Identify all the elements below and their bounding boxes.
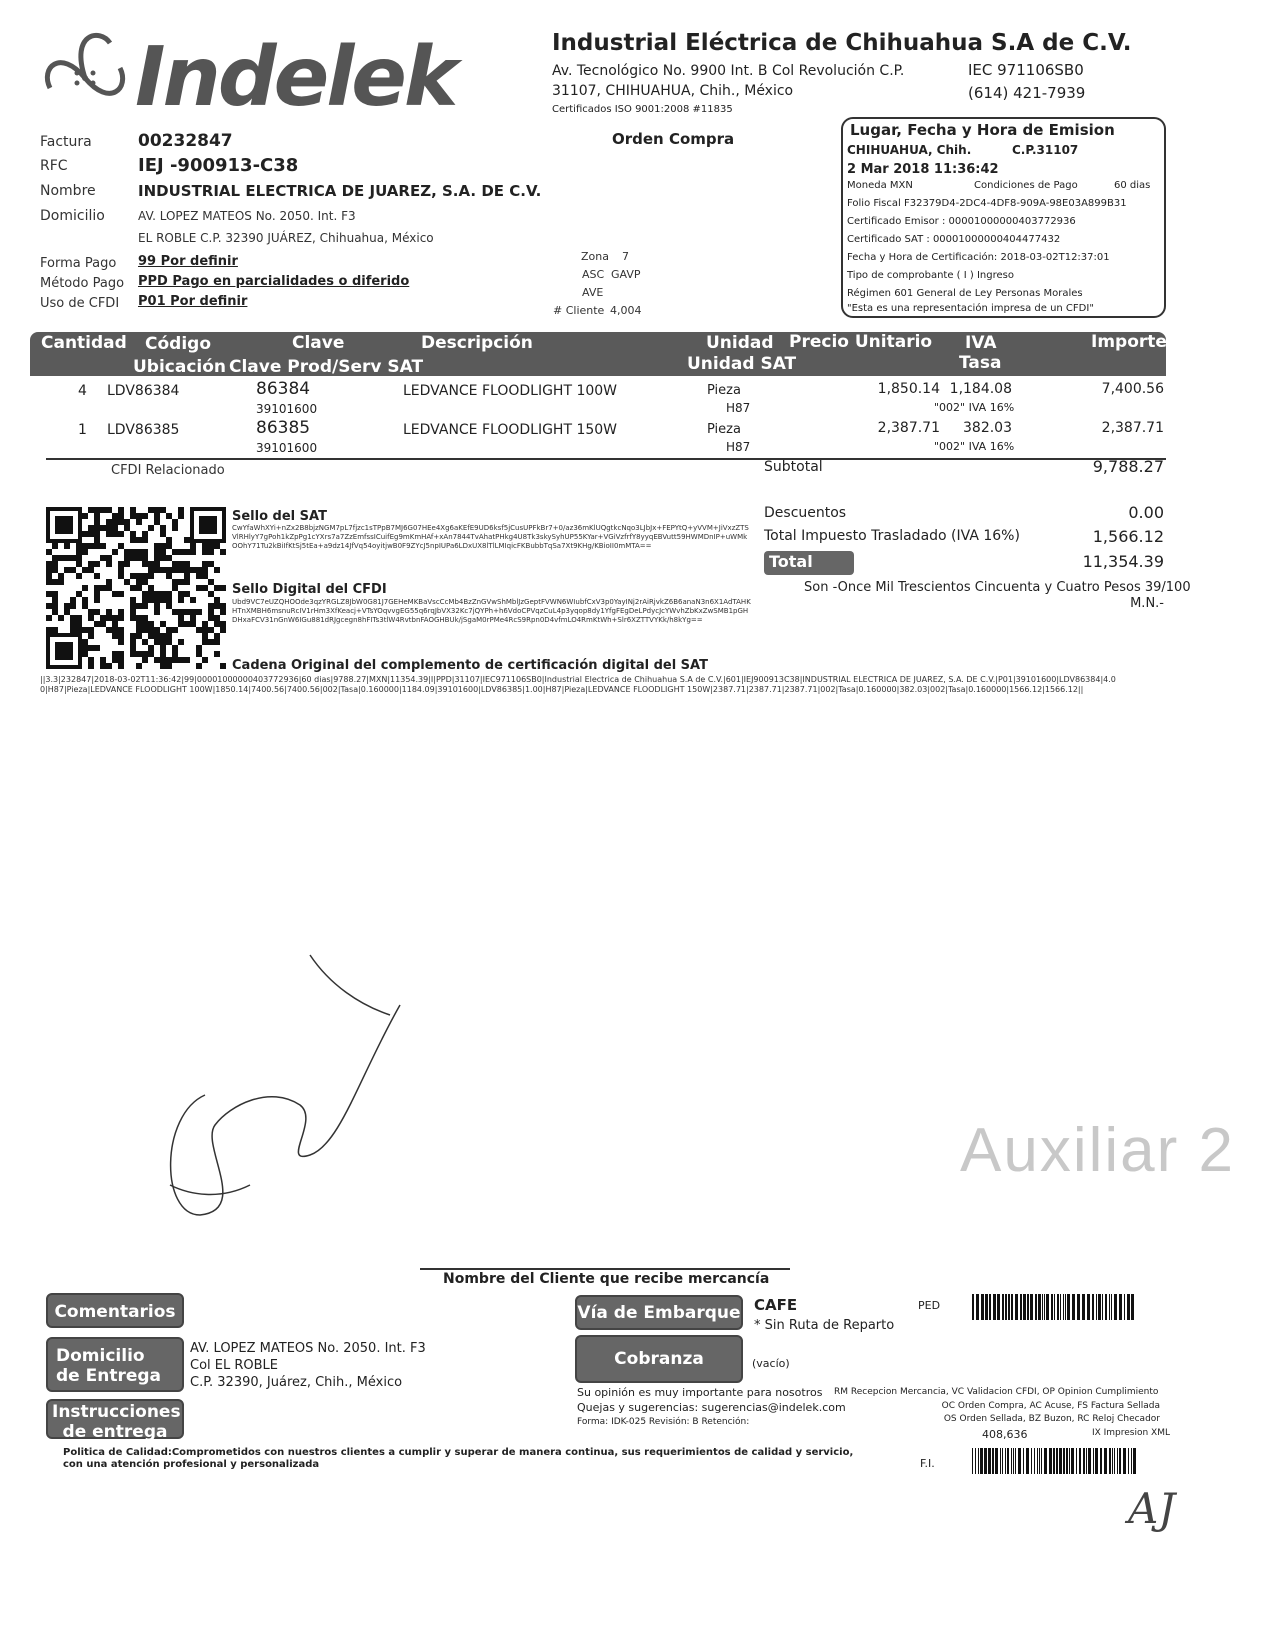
nombre-cliente-label: Nombre del Cliente que recibe mercancía [443,1271,770,1287]
forma-pago-value: 99 Por definir [138,254,238,269]
company-phone: (614) 421-7939 [968,84,1086,102]
ave-label: AVE [582,286,604,299]
cell-unidad: Pieza [707,422,741,437]
emision-dias: 60 dias [1114,180,1151,191]
cobranza-value: (vacío) [752,1357,790,1370]
domicilio-entrega-button[interactable]: Domicilio de Entrega [46,1337,184,1392]
th-unidad-sat: Unidad SAT [687,354,797,374]
th-codigo: Código [145,334,211,354]
entrega-line-2: Col EL ROBLE [190,1358,279,1373]
comentarios-button[interactable]: Comentarios [46,1293,184,1328]
emision-cert-emisor: Certificado Emisor : 00001000000403772936 [847,216,1076,227]
domicilio-line-2: EL ROBLE C.P. 32390 JUÁREZ, Chihuahua, México [138,231,434,245]
cell-descripcion: LEDVANCE FLOODLIGHT 150W [403,422,618,438]
th-descripcion: Descripción [421,333,533,353]
uso-cfdi-value: P01 Por definir [138,294,248,309]
sello-sat-text: CwYfaWhXYi+nZx2B8bjzNGM7pL7fjzc1sTPpB7MJ6G07HEe4Xg6aKEfE9UD6ksf5jCusUPFkBr7+0/az36mKlUQgtkcNqo3LJbJx+FEPYtQ+yVVM+JiVxzZTSVlRHlyY7gPoh1kZpPg1cYXrs7a7ZzEmfssICuifEg9mKmHAf+xAn7844TvAhatPHkg4U8Tk3skySyhUP55KYar+VGiVzfrfY8yyqEBVutt59HWMDnIP+uWMkOOhY71Tu2kBiIfKtSj5tEa+a9dz14JfVq54oyitjwB0F9ZYcJ5npIUPa6LDxUX8lTlLMIqicFKBubbTqSa7Xt9KHg/KBioII0mMTA== [232,524,749,550]
initials-handwritten: AJ [1128,1484,1176,1533]
subtotal-value: 9,788.27 [1092,457,1164,476]
barcode-bottom-icon [972,1448,1137,1474]
total-letra-mn: M.N.- [1130,596,1164,611]
metodo-pago-value: PPD Pago en parcialidades o diferido [138,274,410,289]
cobranza-button[interactable]: Cobranza [575,1335,743,1383]
cell-clave: 86384 [256,379,311,399]
qr-code-icon [46,507,226,669]
footer-number: 408,636 [982,1428,1028,1441]
cell-clave-sat: 39101600 [256,441,318,455]
emision-moneda: Moneda MXN [847,180,913,191]
total-value: 11,354.39 [1082,552,1164,571]
company-address-2: 31107, CHIHUAHUA, Chih., México [552,83,794,99]
cell-clave: 86385 [256,418,311,438]
codes-line-2: OC Orden Compra, AC Acuse, FS Factura Sellada [941,1401,1160,1411]
sello-cfdi-title: Sello Digital del CFDI [232,582,387,597]
cell-clave-sat: 39101600 [256,402,318,416]
th-iva: IVA [965,333,997,353]
fi-label: F.I. [920,1457,935,1470]
uso-cfdi-label: Uso de CFDI [40,296,120,311]
logo-swirl-icon [30,28,140,128]
forma-revision: Forma: IDK-025 Revisión: B Retención: [577,1417,750,1427]
table-divider [46,458,1166,460]
logo-wordmark: Indelek [135,30,456,125]
entrega-line-1: AV. LOPEZ MATEOS No. 2050. Int. F3 [190,1341,426,1356]
th-importe: Importe [1091,332,1167,352]
cell-unidad-sat: H87 [726,401,751,415]
cell-cantidad: 1 [78,422,87,438]
impuesto-value: 1,566.12 [1092,527,1164,546]
cliente-value: 4,004 [610,304,642,317]
cadena-title: Cadena Original del complemento de certificación digital del SAT [232,658,708,673]
impuesto-label: Total Impuesto Trasladado (IVA 16%) [764,528,1020,544]
emision-city: CHIHUAHUA, Chih. [847,143,972,157]
asc-label: ASC [582,268,605,281]
th-clave-prod: Clave Prod/Serv SAT [229,357,424,377]
cell-codigo: LDV86385 [107,422,180,438]
nombre-value: INDUSTRIAL ELECTRICA DE JUAREZ, S.A. DE C.V. [138,182,542,200]
cell-tasa: "002" IVA 16% [934,440,1015,453]
politica-line-1: Politica de Calidad:Comprometidos con nuestros clientes a cumplir y superar de manera continua, sus requerimientos de calidad y servicio, [63,1447,854,1458]
cell-tasa: "002" IVA 16% [934,401,1015,414]
via-embarque-value: CAFE [754,1296,798,1314]
cell-descripcion: LEDVANCE FLOODLIGHT 100W [403,383,618,399]
emision-nota: "Esta es una representación impresa de un CFDI" [847,303,1094,314]
codes-line-4: IX Impresion XML [1091,1428,1170,1438]
factura-value: 00232847 [138,131,233,151]
th-cantidad: Cantidad [41,333,127,353]
ped-label: PED [918,1299,941,1312]
company-address-1: Av. Tecnológico No. 9900 Int. B Col Revolución C.P. [552,63,905,79]
instrucciones-entrega-button[interactable]: Instrucciones de entrega [46,1399,184,1439]
cadena-text: ||3.3|232847|2018-03-02T11:36:42|99|00001000000403772936|60 dias|9788.27|MXN|11354.39|I|PPD|31107|IEC971106SB0|Industrial Electrica de Chihuahua S.A de C.V.|601|IEJ900913C38|INDUSTRIAL ELECTRICA DE JUAREZ, S.A. DE C.V.|P01|39101600|LDV86384|4.00|H87|Pieza|LEDVANCE FLOODLIGHT 100W|1850.14|7400.56|7400.56|002|Tasa|0.160000|1184.09|39101600|LDV86385|1.00|H87|Pieza|LEDVANCE FLOODLIGHT 150W|2387.71|2387.71|2387.71|002|Tasa|0.160000|382.03|002|Tasa|0.160000|1566.12|1566.12|| [40,675,1116,694]
factura-label: Factura [40,134,92,150]
cell-precio: 2,387.71 [877,420,940,436]
logo [30,28,490,128]
rfc-value: IEJ -900913-C38 [138,155,299,176]
sello-cfdi-text: Ubd9VC7eUZQHOOde3qzYRGLZ8JbW0G81J7GEHeMKBaVscCcMb4BzZnGVwShMblJzGeptFVWN6WIubfCxV3p0YayINj2rAiRjvkZ6B6anaN3n6X1AdTAHKHTnXMBH6msnuRcIV1rHm3XfKeacj+VTsYOqvvgEG55q6rqJbVX32Kc7jQYPh+h6VdoCPVqzCuL4p3yqop8dy1YfgFEgDeLPdycJcYWvhZbKxZwSMB1pGHDHxaFCV31nGnW6IGu881dRJgcegn8hFITs3tlW4RvtbnFAOGHBUk/jSgaM0rPMe4RcS9Rpn0D4vfmLO4RmKtWh+Slr6XZTTVYKk/h8kYg== [232,598,751,624]
th-ubicacion: Ubicación [133,357,227,377]
codes-line-1: RM Recepcion Mercancia, VC Validacion CFDI, OP Opinion Cumplimiento [834,1387,1159,1397]
cell-importe: 7,400.56 [1101,381,1164,397]
descuentos-label: Descuentos [764,505,847,521]
emision-cp: C.P.31107 [1012,143,1079,157]
total-letra: Son -Once Mil Trescientos Cincuenta y Cuatro Pesos 39/100 [804,580,1191,595]
table-header [30,332,1166,376]
th-clave: Clave [292,333,345,353]
total-label: Total [769,552,813,571]
cell-unidad-sat: H87 [726,440,751,454]
ruta-reparto: * Sin Ruta de Reparto [754,1318,895,1333]
emision-regimen: Régimen 601 General de Ley Personas Morales [847,288,1083,299]
domicilio-line-1: AV. LOPEZ MATEOS No. 2050. Int. F3 [138,209,356,223]
emision-cert-sat: Certificado SAT : 00001000000404477432 [847,234,1061,245]
emision-fecha-cert: Fecha y Hora de Certificación: 2018-03-02T12:37:01 [847,252,1110,263]
company-iso: Certificados ISO 9001:2008 #11835 [552,104,733,115]
cell-iva: 382.03 [963,420,1012,436]
signature-line [420,1268,790,1270]
descuentos-value: 0.00 [1128,503,1164,522]
th-precio: Precio Unitario [789,332,933,352]
quejas-text: Quejas y sugerencias: sugerencias@indelek.com [577,1401,846,1414]
stamp-auxiliar: Auxiliar 2 [960,1116,1235,1185]
zona-value: 7 [622,250,629,263]
politica-line-2: con una atención profesional y personalizada [63,1459,320,1470]
cfdi-relacionado: CFDI Relacionado [111,463,225,478]
th-unidad: Unidad [706,333,774,353]
barcode-top-icon [972,1294,1137,1320]
nombre-label: Nombre [40,183,96,199]
emision-tipo: Tipo de comprobante ( I ) Ingreso [847,270,1014,281]
emision-folio: Folio Fiscal F32379D4-2DC4-4DF8-909A-98E03A899B31 [847,198,1127,209]
emision-condiciones: Condiciones de Pago [974,180,1078,191]
rfc-label: RFC [40,158,68,174]
company-name: Industrial Eléctrica de Chihuahua S.A de C.V. [552,30,1132,56]
cell-importe: 2,387.71 [1101,420,1164,436]
entrega-line-3: C.P. 32390, Juárez, Chih., México [190,1375,403,1390]
codes-line-3: OS Orden Sellada, BZ Buzon, RC Reloj Checador [943,1414,1160,1424]
cliente-label: # Cliente [553,304,605,317]
cell-iva: 1,184.08 [949,381,1012,397]
cell-codigo: LDV86384 [107,383,180,399]
th-tasa: Tasa [959,353,1002,373]
cell-cantidad: 4 [78,383,87,399]
domicilio-label: Domicilio [40,208,105,224]
forma-pago-label: Forma Pago [40,256,117,271]
via-embarque-button[interactable]: Vía de Embarque [575,1295,743,1330]
subtotal-label: Subtotal [764,459,823,475]
table-row [30,380,1166,420]
table-row [30,419,1166,459]
signature-icon [160,945,420,1235]
sello-sat-title: Sello del SAT [232,509,327,524]
opinion-text: Su opinión es muy importante para nosotros [577,1386,823,1399]
cell-precio: 1,850.14 [877,381,940,397]
metodo-pago-label: Método Pago [40,276,125,291]
asc-value: GAVP [611,268,641,281]
zona-label: Zona [581,250,609,263]
emision-title: Lugar, Fecha y Hora de Emision [850,121,1115,139]
order-title: Orden Compra [612,130,735,148]
emision-date: 2 Mar 2018 11:36:42 [847,162,999,177]
company-rfc: IEC 971106SB0 [968,61,1084,79]
cell-unidad: Pieza [707,383,741,398]
